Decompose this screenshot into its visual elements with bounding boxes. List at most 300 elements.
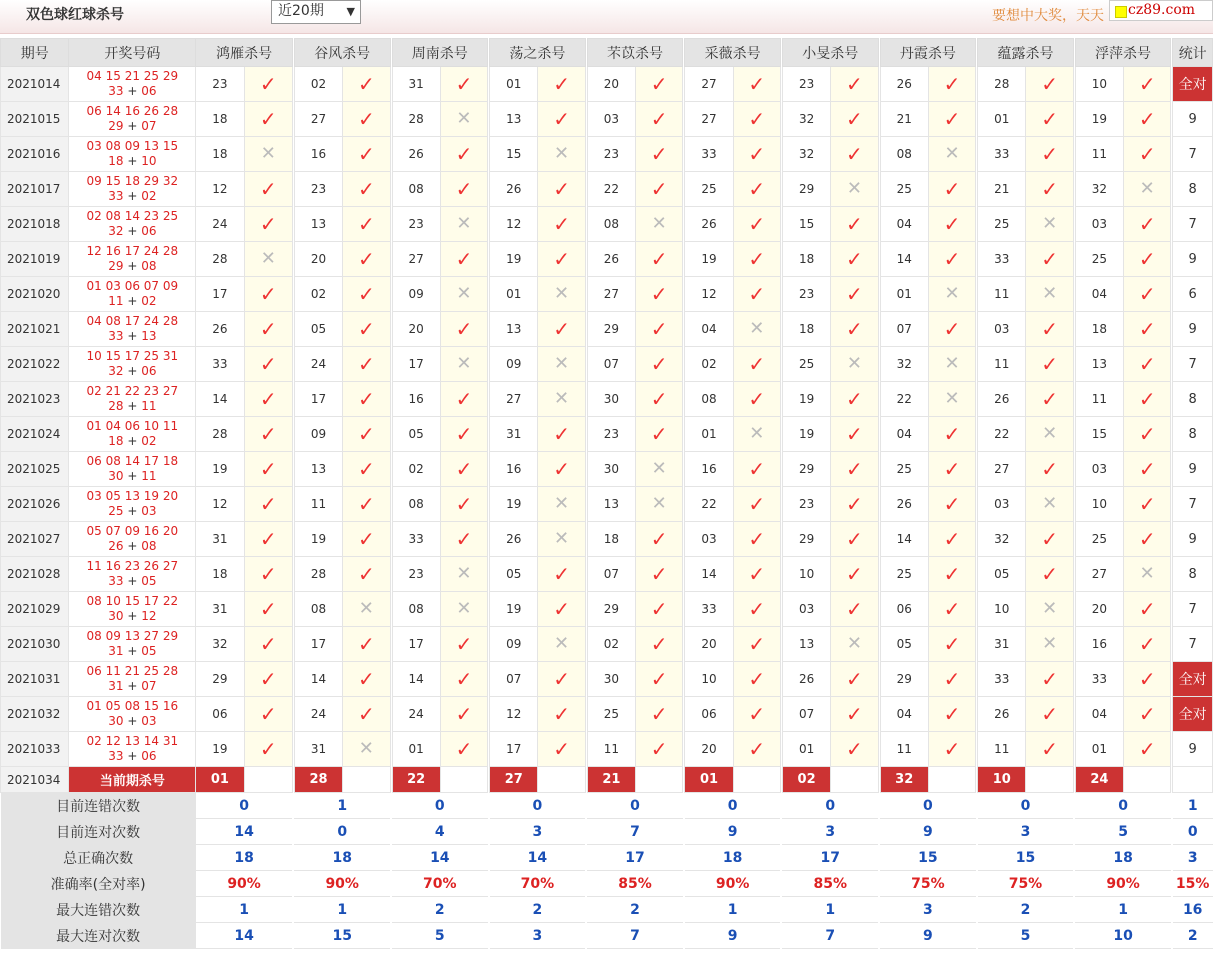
kill-number: 33 (978, 242, 1026, 277)
red-balls: 06 14 16 26 28 (86, 104, 179, 118)
check-icon: ✓ (357, 667, 375, 691)
result-mark (733, 732, 780, 767)
blue-ball: 06 (141, 84, 157, 98)
red-ball-last: 26 (108, 539, 124, 553)
plus-sign: + (127, 504, 138, 518)
result-mark (928, 732, 975, 767)
kill-number: 17 (490, 732, 538, 767)
blue-ball: 05 (141, 644, 157, 658)
check-icon: ✓ (553, 422, 570, 446)
kill-number: 16 (1075, 627, 1123, 662)
result-mark (440, 172, 487, 207)
result-mark (928, 522, 975, 557)
check-icon: ✓ (357, 387, 375, 411)
check-icon: ✓ (748, 457, 766, 481)
period-cell: 2021019 (1, 242, 69, 277)
kill-number: 33 (392, 522, 440, 557)
check-icon: ✓ (846, 422, 863, 446)
result-mark (636, 102, 683, 137)
result-mark (928, 347, 975, 382)
summary-value: 2 (978, 897, 1074, 923)
check-icon: ✓ (748, 492, 766, 516)
draw-numbers (69, 207, 196, 242)
check-icon: ✓ (1138, 457, 1156, 481)
check-icon: ✓ (357, 142, 375, 166)
plus-sign: + (127, 259, 138, 273)
col-expert: 谷风杀号 (294, 39, 390, 67)
table-row (1, 417, 1213, 452)
kill-number: 02 (294, 277, 342, 312)
kill-number: 08 (392, 592, 440, 627)
check-icon: ✓ (1041, 142, 1058, 166)
draw-numbers (69, 557, 196, 592)
kill-number: 31 (978, 627, 1026, 662)
check-icon: ✓ (259, 702, 277, 726)
result-mark (928, 662, 975, 697)
red-ball-last: 33 (108, 329, 124, 343)
summary-total: 0 (1173, 819, 1213, 845)
result-mark (343, 382, 390, 417)
check-icon: ✓ (1138, 72, 1156, 96)
stat-cell: 7 (1173, 592, 1213, 627)
kill-number: 03 (587, 102, 635, 137)
result-mark (1124, 102, 1171, 137)
summary-row (1, 819, 1213, 845)
result-mark (831, 452, 878, 487)
kill-number: 01 (685, 417, 733, 452)
kill-number: 01 (978, 102, 1026, 137)
result-mark (1026, 662, 1073, 697)
blue-ball: 06 (141, 224, 157, 238)
draw-numbers (69, 102, 196, 137)
period-cell: 2021022 (1, 347, 69, 382)
result-mark (244, 102, 292, 137)
result-mark (440, 382, 487, 417)
result-mark (244, 207, 292, 242)
kill-number: 20 (392, 312, 440, 347)
red-ball-last: 33 (108, 749, 124, 763)
kill-number: 10 (1075, 67, 1123, 102)
red-ball-last: 31 (108, 644, 124, 658)
cross-icon: ✕ (1042, 423, 1058, 444)
check-icon: ✓ (259, 212, 277, 236)
result-mark (831, 592, 878, 627)
kill-number: 23 (392, 207, 440, 242)
result-mark (636, 732, 683, 767)
kill-number: 12 (490, 697, 538, 732)
kill-number: 14 (294, 662, 342, 697)
summary-value: 3 (490, 923, 586, 949)
kill-number: 03 (685, 522, 733, 557)
summary-value: 0 (392, 793, 488, 819)
red-ball-last: 30 (108, 714, 124, 728)
draw-numbers (69, 277, 196, 312)
result-mark (538, 242, 585, 277)
blue-ball: 02 (141, 189, 157, 203)
summary-total: 15% (1173, 871, 1213, 897)
check-icon: ✓ (455, 177, 473, 201)
check-icon: ✓ (1138, 597, 1156, 621)
result-mark (1124, 172, 1171, 207)
kill-number: 23 (782, 277, 830, 312)
current-kill-number: 27 (490, 767, 538, 793)
check-icon: ✓ (650, 352, 668, 376)
result-mark (733, 662, 780, 697)
kill-number: 26 (587, 242, 635, 277)
red-balls: 09 15 18 29 32 (86, 174, 179, 188)
kill-number: 23 (587, 137, 635, 172)
red-balls: 01 04 06 10 11 (86, 419, 179, 433)
kill-number: 06 (196, 697, 244, 732)
result-mark (733, 592, 780, 627)
stat-cell: 9 (1173, 242, 1213, 277)
table-row (1, 242, 1213, 277)
result-mark (440, 277, 487, 312)
result-mark (831, 312, 878, 347)
result-mark (343, 207, 390, 242)
result-mark (1124, 312, 1171, 347)
check-icon: ✓ (943, 562, 961, 586)
check-icon: ✓ (943, 72, 961, 96)
kill-number: 17 (392, 627, 440, 662)
kill-number: 31 (490, 417, 538, 452)
result-mark (538, 312, 585, 347)
draw-numbers (69, 697, 196, 732)
check-icon: ✓ (455, 422, 473, 446)
check-icon: ✓ (455, 142, 473, 166)
result-mark (1124, 522, 1171, 557)
kill-number: 29 (782, 522, 830, 557)
check-icon: ✓ (846, 527, 863, 551)
period-cell: 2021021 (1, 312, 69, 347)
kill-number: 32 (782, 137, 830, 172)
check-icon: ✓ (650, 597, 668, 621)
kill-number: 27 (392, 242, 440, 277)
kill-number: 09 (490, 347, 538, 382)
table-row (1, 487, 1213, 522)
col-expert: 蕴露杀号 (978, 39, 1074, 67)
result-mark (636, 277, 683, 312)
red-blue-line (69, 84, 195, 99)
summary-value: 17 (782, 845, 878, 871)
check-icon: ✓ (259, 527, 277, 551)
kill-number: 26 (978, 697, 1026, 732)
summary-value: 3 (782, 819, 878, 845)
period-cell: 2021017 (1, 172, 69, 207)
result-mark (636, 487, 683, 522)
result-mark (538, 382, 585, 417)
red-balls: 06 08 14 17 18 (86, 454, 179, 468)
check-icon: ✓ (553, 457, 570, 481)
result-mark (831, 662, 878, 697)
check-icon: ✓ (650, 247, 668, 271)
chevron-down-icon: ▼ (346, 5, 355, 18)
kill-number: 04 (1075, 697, 1123, 732)
kill-number: 07 (587, 347, 635, 382)
result-mark (538, 522, 585, 557)
kill-number: 13 (294, 207, 342, 242)
kill-number: 29 (782, 172, 830, 207)
result-mark (440, 207, 487, 242)
result-mark (440, 697, 487, 732)
red-blue-line (69, 259, 195, 274)
cross-icon: ✕ (846, 633, 862, 654)
result-mark (636, 347, 683, 382)
current-stat-blank (1173, 767, 1213, 793)
kill-number: 18 (1075, 312, 1123, 347)
result-mark (733, 102, 780, 137)
red-ball-last: 18 (108, 434, 124, 448)
summary-value: 14 (196, 923, 293, 949)
red-balls: 11 16 23 26 27 (86, 559, 179, 573)
blue-ball: 03 (141, 714, 157, 728)
check-icon: ✓ (553, 72, 570, 96)
result-mark (440, 592, 487, 627)
kill-number: 28 (294, 557, 342, 592)
check-icon: ✓ (1138, 667, 1156, 691)
plus-sign: + (127, 539, 138, 553)
all-correct-badge: 全对 (1173, 67, 1213, 102)
check-icon: ✓ (1138, 422, 1156, 446)
plus-sign: + (127, 224, 138, 238)
result-mark (733, 347, 780, 382)
check-icon: ✓ (650, 702, 668, 726)
kill-number: 21 (978, 172, 1026, 207)
kill-number: 18 (782, 312, 830, 347)
check-icon: ✓ (455, 247, 473, 271)
cross-icon: ✕ (846, 353, 862, 374)
summary-value: 2 (490, 897, 586, 923)
summary-value: 0 (490, 793, 586, 819)
kill-number: 18 (196, 557, 244, 592)
plus-sign: + (127, 364, 138, 378)
period-cell: 2021023 (1, 382, 69, 417)
result-mark (244, 347, 292, 382)
kill-number: 32 (880, 347, 928, 382)
result-mark (343, 102, 390, 137)
check-icon: ✓ (553, 667, 570, 691)
kill-number: 19 (782, 382, 830, 417)
kill-number: 23 (294, 172, 342, 207)
result-mark (244, 417, 292, 452)
kill-number: 02 (685, 347, 733, 382)
kill-number: 08 (392, 172, 440, 207)
cross-icon: ✕ (846, 178, 862, 199)
result-mark (440, 137, 487, 172)
kill-number: 15 (490, 137, 538, 172)
period-range-select[interactable] (271, 0, 361, 24)
check-icon: ✓ (650, 72, 668, 96)
stat-cell: 7 (1173, 627, 1213, 662)
check-icon: ✓ (943, 597, 961, 621)
kill-number: 04 (880, 207, 928, 242)
result-mark (1026, 522, 1073, 557)
summary-value: 0 (587, 793, 683, 819)
result-mark (831, 522, 878, 557)
summary-value: 15 (294, 923, 390, 949)
result-mark (831, 242, 878, 277)
red-blue-line (69, 609, 195, 624)
result-mark (636, 207, 683, 242)
summary-value: 15 (880, 845, 976, 871)
check-icon: ✓ (943, 457, 961, 481)
summary-label: 准确率(全对率) (1, 871, 196, 897)
check-icon: ✓ (553, 107, 570, 131)
check-icon: ✓ (943, 317, 961, 341)
result-mark (1026, 242, 1073, 277)
result-mark (1124, 277, 1171, 312)
summary-value: 85% (782, 871, 878, 897)
cross-icon: ✕ (554, 493, 570, 514)
result-mark (244, 662, 292, 697)
draw-numbers (69, 732, 196, 767)
current-period-cell: 2021034 (1, 767, 69, 793)
kill-number: 11 (1075, 137, 1123, 172)
summary-label: 最大连对次数 (1, 923, 196, 949)
result-mark (831, 557, 878, 592)
result-mark (343, 452, 390, 487)
stat-cell: 9 (1173, 732, 1213, 767)
cross-icon: ✕ (944, 143, 960, 164)
kill-number: 25 (880, 452, 928, 487)
summary-row (1, 897, 1213, 923)
cross-icon: ✕ (1042, 633, 1058, 654)
cross-icon: ✕ (651, 213, 667, 234)
kill-number: 13 (490, 102, 538, 137)
kill-number-table (0, 38, 1213, 949)
site-logo[interactable] (1109, 0, 1213, 21)
result-mark (1124, 417, 1171, 452)
draw-numbers (69, 172, 196, 207)
red-blue-line (69, 714, 195, 729)
check-icon: ✓ (1138, 317, 1156, 341)
col-period: 期号 (1, 39, 69, 67)
summary-value: 7 (782, 923, 878, 949)
kill-number: 08 (294, 592, 342, 627)
summary-value: 14 (196, 819, 293, 845)
summary-value: 0 (782, 793, 878, 819)
check-icon: ✓ (846, 317, 863, 341)
check-icon: ✓ (259, 387, 277, 411)
red-ball-last: 32 (108, 224, 124, 238)
result-mark (440, 347, 487, 382)
summary-total: 2 (1173, 923, 1213, 949)
result-mark (538, 102, 585, 137)
period-cell: 2021030 (1, 627, 69, 662)
summary-label: 总正确次数 (1, 845, 196, 871)
check-icon: ✓ (357, 492, 375, 516)
result-mark (1026, 627, 1073, 662)
check-icon: ✓ (553, 702, 570, 726)
current-blank (538, 767, 585, 793)
kill-number: 27 (978, 452, 1026, 487)
kill-number: 11 (978, 347, 1026, 382)
kill-number: 03 (978, 487, 1026, 522)
summary-value: 18 (1075, 845, 1171, 871)
result-mark (343, 662, 390, 697)
kill-number: 29 (587, 592, 635, 627)
period-cell: 2021028 (1, 557, 69, 592)
result-mark (343, 172, 390, 207)
check-icon: ✓ (1138, 492, 1156, 516)
col-expert: 鸿雁杀号 (196, 39, 293, 67)
summary-value: 90% (685, 871, 781, 897)
kill-number: 09 (392, 277, 440, 312)
result-mark (1124, 592, 1171, 627)
kill-number: 17 (294, 627, 342, 662)
summary-value: 85% (587, 871, 683, 897)
red-ball-last: 33 (108, 574, 124, 588)
result-mark (1124, 347, 1171, 382)
result-mark (538, 207, 585, 242)
draw-numbers (69, 242, 196, 277)
result-mark (538, 732, 585, 767)
kill-number: 11 (978, 277, 1026, 312)
kill-number: 30 (587, 452, 635, 487)
summary-value: 1 (782, 897, 878, 923)
check-icon: ✓ (846, 387, 863, 411)
kill-number: 03 (1075, 207, 1123, 242)
cross-icon: ✕ (358, 598, 374, 619)
stat-cell: 9 (1173, 312, 1213, 347)
cross-icon: ✕ (1042, 283, 1058, 304)
check-icon: ✓ (1138, 212, 1156, 236)
kill-number: 10 (782, 557, 830, 592)
red-blue-line (69, 189, 195, 204)
blue-ball: 06 (141, 749, 157, 763)
kill-number: 01 (490, 67, 538, 102)
red-balls: 10 15 17 25 31 (86, 349, 179, 363)
result-mark (636, 627, 683, 662)
plus-sign: + (127, 84, 138, 98)
summary-value: 18 (196, 845, 293, 871)
check-icon: ✓ (357, 317, 375, 341)
blue-ball: 13 (141, 329, 157, 343)
check-icon: ✓ (357, 632, 375, 656)
result-mark (636, 137, 683, 172)
kill-number: 23 (587, 417, 635, 452)
result-mark (1124, 662, 1171, 697)
check-icon: ✓ (1041, 527, 1058, 551)
result-mark (1124, 627, 1171, 662)
kill-number: 10 (685, 662, 733, 697)
kill-number: 25 (880, 557, 928, 592)
summary-value: 1 (196, 897, 293, 923)
kill-number: 23 (782, 67, 830, 102)
kill-number: 05 (490, 557, 538, 592)
stat-cell: 9 (1173, 102, 1213, 137)
kill-number: 25 (1075, 242, 1123, 277)
result-mark (1026, 417, 1073, 452)
red-balls: 05 07 09 16 20 (86, 524, 179, 538)
draw-numbers (69, 452, 196, 487)
check-icon: ✓ (748, 247, 766, 271)
result-mark (928, 627, 975, 662)
result-mark (1124, 67, 1171, 102)
kill-number: 23 (196, 67, 244, 102)
result-mark (928, 487, 975, 522)
kill-number: 25 (685, 172, 733, 207)
result-mark (244, 137, 292, 172)
cross-icon: ✕ (456, 563, 472, 584)
result-mark (636, 417, 683, 452)
current-kill-number: 02 (782, 767, 830, 793)
kill-number: 03 (1075, 452, 1123, 487)
summary-value: 18 (685, 845, 781, 871)
check-icon: ✓ (1041, 562, 1058, 586)
check-icon: ✓ (455, 492, 473, 516)
summary-value: 0 (1075, 793, 1171, 819)
